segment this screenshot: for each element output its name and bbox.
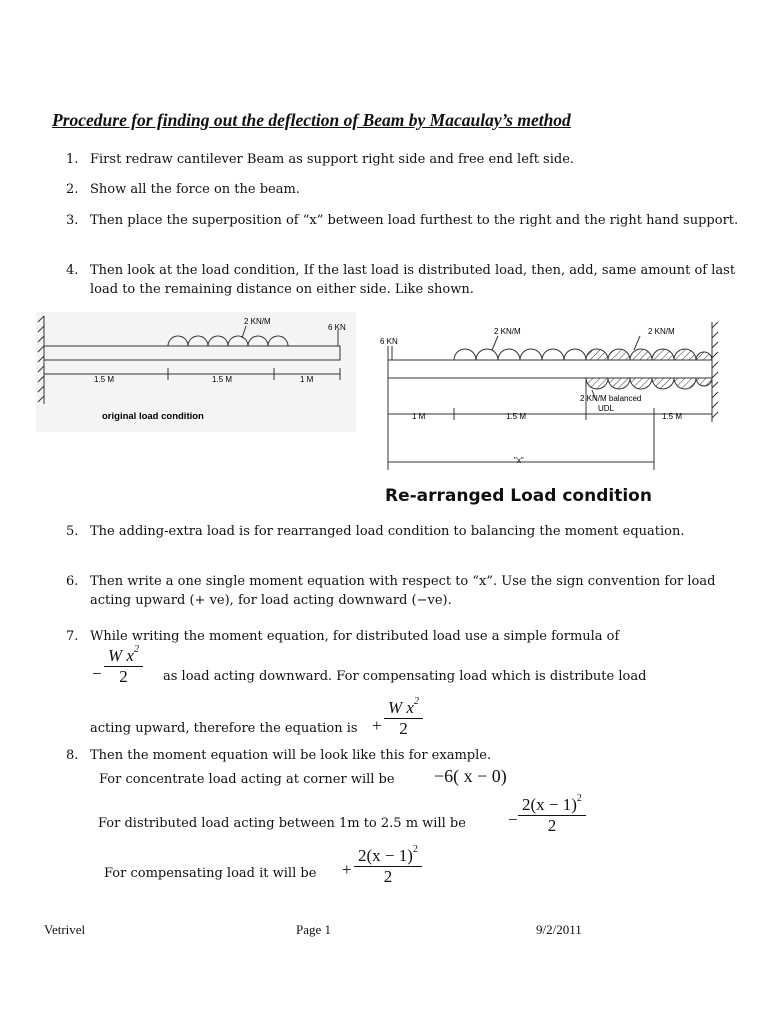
step-text: First redraw cantilever Beam as support right side and free end left side. — [90, 152, 575, 167]
udl-label: 2 KN/M — [244, 317, 271, 326]
step-text: While writing the moment equation, for distributed load use a simple formula of — [90, 629, 620, 644]
formula-numerator: W x — [388, 698, 414, 717]
footer-date: 9/2/2011 — [536, 922, 582, 937]
step-8 — [66, 746, 746, 765]
udl-label-1: 2 KN/M — [494, 327, 521, 336]
footer-author: Vetrivel — [44, 922, 86, 937]
step-text: The adding-extra load is for rearranged load condition to balancing the moment equation. — [90, 524, 685, 539]
concentrate-load-text: For concentrate load acting at corner will be — [99, 772, 395, 787]
distributed-load-equation — [518, 795, 586, 836]
formula-upward — [384, 698, 423, 739]
minus-sign: − — [508, 810, 518, 829]
equation-exponent: 2 — [576, 793, 582, 804]
step-text: Show all the force on the beam. — [90, 182, 300, 197]
page-title: Procedure for finding out the deflection of Beam by Macaulay’s method — [52, 110, 571, 130]
step-text: Then place the superposition of “x” between load furthest to the right and the right hand support. — [90, 213, 739, 228]
plus-sign: + — [372, 716, 382, 735]
point-load-label: 6 KN — [380, 337, 398, 346]
step-5 — [66, 522, 746, 541]
compensating-load-text: For compensating load it will be — [104, 866, 317, 881]
plus-sign: + — [342, 860, 352, 879]
step-number: 5. — [66, 524, 79, 539]
dim-label-2: 1.5 M — [506, 412, 527, 421]
original-caption: original load condition — [102, 411, 204, 422]
formula-denominator: 2 — [104, 666, 143, 687]
downward-text: as load acting downward. For compensating load which is distribute load — [163, 669, 647, 684]
step-4 — [66, 261, 746, 299]
step-number: 6. — [66, 574, 79, 589]
step-7 — [66, 627, 746, 646]
step-number: 2. — [66, 182, 79, 197]
step-2 — [66, 180, 746, 199]
step-text: Then the moment equation will be look like this for example. — [90, 748, 492, 763]
step-text: Then write a one single moment equation with respect to “x”. Use the sign convention for load acting upward (+ ve), for load acting downward (−ve). — [90, 574, 716, 608]
footer-page-number: Page 1 — [296, 922, 332, 937]
formula-exponent: 2 — [413, 696, 419, 707]
equation-denominator: 2 — [518, 815, 586, 836]
step-3 — [66, 211, 746, 230]
point-load-label: 6 KN — [328, 323, 346, 332]
dim-label-3: 1 M — [300, 375, 314, 384]
upward-text: acting upward, therefore the equation is — [90, 721, 358, 736]
udl-label-2: 2 KN/M — [648, 327, 675, 336]
step-number: 8. — [66, 748, 79, 763]
rearranged-caption: Re-arranged Load condition — [385, 486, 652, 506]
dim-label-3: 1.5 M — [662, 412, 683, 421]
formula-exponent: 2 — [133, 644, 139, 655]
formula-downward — [104, 646, 143, 687]
balanced-udl-label-2: UDL — [598, 404, 615, 413]
step-number: 4. — [66, 263, 79, 278]
step-1 — [66, 150, 746, 169]
balanced-udl-label: 2 KN/M balanced — [580, 394, 642, 403]
step-number: 1. — [66, 152, 79, 167]
x-label: "x" — [514, 456, 524, 465]
original-load-diagram — [36, 312, 356, 432]
concentrate-load-equation: −6( x − 0) — [434, 766, 507, 786]
step-text: Then look at the load condition, If the last load is distributed load, then, add, same amount of last load to the remaining distance on either side. Like shown. — [90, 263, 736, 297]
dim-label-1: 1 M — [412, 412, 426, 421]
distributed-load-text: For distributed load acting between 1m to 2.5 m will be — [98, 816, 466, 831]
dim-label-2: 1.5 M — [212, 375, 233, 384]
rearranged-load-diagram — [370, 318, 730, 478]
step-6 — [66, 572, 746, 610]
equation-numerator: 2(x − 1) — [358, 846, 413, 865]
equation-numerator: 2(x − 1) — [522, 795, 577, 814]
step-number: 7. — [66, 629, 79, 644]
equation-denominator: 2 — [354, 866, 422, 887]
step-number: 3. — [66, 213, 79, 228]
minus-sign: − — [92, 664, 102, 683]
dim-label-1: 1.5 M — [94, 375, 115, 384]
formula-denominator: 2 — [384, 718, 423, 739]
equation-exponent: 2 — [412, 844, 418, 855]
compensating-load-equation — [354, 846, 422, 887]
formula-numerator: W x — [108, 646, 134, 665]
